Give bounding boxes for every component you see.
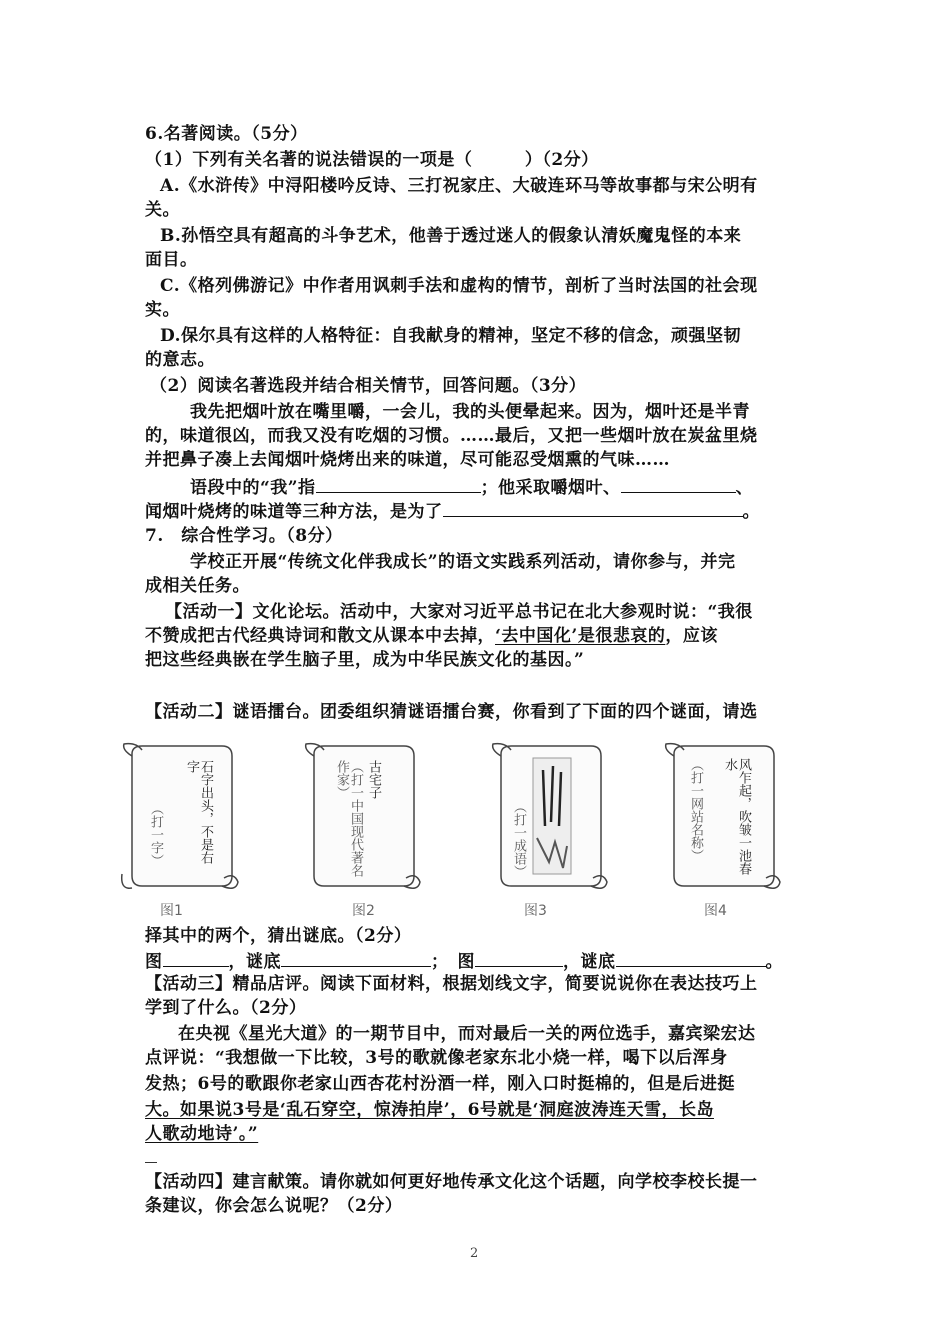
answer-blank-fig-b[interactable]: [475, 948, 563, 967]
answer-blank-purpose[interactable]: [443, 498, 743, 517]
riddle-scroll-4: [660, 742, 782, 892]
riddle-scroll-1: [118, 742, 240, 892]
q6-option-b-2: 面目。: [145, 250, 198, 270]
q6-option-d-1: D.保尔具有这样的人格特征：自我献身的精神，坚定不移的信念，顽强坚韧: [160, 326, 742, 346]
q7-activity1-1: 【活动一】文化论坛。活动中，大家对习近平总书记在北大参观时说：“我很: [165, 602, 753, 622]
q6-option-a-1: A.《水浒传》中浔阳楼吟反诗、三打祝家庄、大破连环马等故事都与宋公明有: [160, 176, 758, 196]
q7-activity3-1: 【活动三】精品店评。阅读下面材料，根据划线文字，简要说说你在表达技巧上: [145, 974, 758, 994]
q6-option-d-2: 的意志。: [145, 350, 215, 370]
riddle-4-hint: （打一网站名称）: [688, 758, 703, 862]
q7-activity3-5: 发热；6号的歌跟你老家山西杏花村汾酒一样，刚入口时挺棉的，但是后进挺: [145, 1074, 735, 1094]
q7-intro-2: 成相关任务。: [145, 576, 250, 596]
q7-activity3-7: 人歌动地诗’。”: [145, 1124, 259, 1144]
q7-intro-1: 学校正开展“传统文化伴我成长”的语文实践系列活动，请你参与，并完: [190, 552, 736, 572]
q7-activity1-2: 不赞成把古代经典诗词和散文从课本中去掉，‘去中国化’是很悲哀的，应该: [145, 626, 718, 646]
q7-activity3-4: 点评说：“我想做一下比较，3号的歌就像老家东北小烧一样，喝下以后浑身: [145, 1048, 728, 1068]
q6-passage-1: 我先把烟叶放在嘴里嚼，一会儿，我的头便晕起来。因为，烟叶还是半青: [190, 402, 750, 422]
q7-activity4-1: 【活动四】建言献策。请你就如何更好地传承文化这个话题，向学校李校长提一: [145, 1172, 758, 1192]
riddle-1-text: 石字出头，不是右字: [184, 760, 213, 864]
riddle-4-caption: 图4: [704, 903, 727, 919]
q7-activity3-3: 在央视《星光大道》的一期节目中，而对最后一关的两位选手，嘉宾梁宏达: [178, 1024, 756, 1044]
q6-sub2: （2）阅读名著选段并结合相关情节，回答问题。（3分）: [150, 376, 587, 396]
riddle-2-text: 古宅子: [366, 760, 381, 799]
q7-activity1-3: 把这些经典嵌在学生脑子里，成为中华民族文化的基因。”: [145, 650, 585, 670]
q6-answer-line-1: 语段中的“我”指 ；他采取嚼烟叶、 、: [190, 474, 860, 500]
riddle-4-text: 风乍起，吹皱一池春水: [722, 758, 751, 875]
riddle-scroll-3: [487, 742, 609, 892]
q6-option-c-2: 实。: [145, 300, 180, 320]
riddle-3-caption: 图3: [524, 903, 547, 919]
q6-passage-2: 的，味道很凶，而我又没有吃烟的习惯。……最后，又把一些烟叶放在炭盆里烧: [145, 426, 758, 446]
riddle-scroll-2: [300, 742, 422, 892]
q6-title: 6.名著阅读。（5分）: [145, 124, 308, 144]
answer-blank-who[interactable]: [316, 474, 481, 493]
q7-activity3-2: 学到了什么。（2分）: [145, 998, 307, 1018]
riddle-3-hint: （打一成语）: [511, 800, 526, 878]
answer-blank-method[interactable]: [621, 474, 736, 493]
q6-answer-line-2: 闻烟叶烧烤的味道等三种方法，是为了 。: [145, 498, 815, 524]
answer-blank-fig-a[interactable]: [163, 948, 229, 967]
q6-passage-3: 并把鼻子凑上去闻烟叶烧烤出来的味道，尽可能忍受烟熏的气味……: [145, 450, 670, 470]
riddle-2-hint: （打一中国现代著名作家）: [334, 760, 363, 877]
q6-option-a-2: 关。: [145, 200, 180, 220]
q6-sub1: （1）下列有关名著的说法错误的一项是（ ）（2分）: [145, 150, 599, 170]
q7-activity2-answer: 图 ，谜底 ； 图 ，谜底 。: [145, 948, 815, 974]
page-number: 2: [470, 1246, 479, 1261]
riddle-1-caption: 图1: [160, 903, 183, 919]
q6-option-c-1: C.《格列佛游记》中作者用讽刺手法和虚构的情节，剖析了当时法国的社会现: [160, 276, 758, 296]
answer-blank-riddle-a[interactable]: [281, 948, 431, 967]
q7-activity2-1: 【活动二】谜语擂台。团委组织猜谜语擂台赛，你看到了下面的四个谜面，请选: [145, 702, 758, 722]
q7-activity4-2: 条建议，你会怎么说呢？（2分）: [145, 1196, 403, 1216]
riddle-2-caption: 图2: [352, 903, 375, 919]
q7-activity3-6: 大。如果说3号是‘乱石穿空，惊涛拍岸’，6号就是‘洞庭波涛连天雪，长岛: [145, 1100, 714, 1120]
answer-blank-riddle-b[interactable]: [616, 948, 766, 967]
q6-option-b-1: B.孙悟空具有超高的斗争艺术，他善于透过迷人的假象认清妖魔鬼怪的本来: [160, 226, 742, 246]
riddle-1-hint: （打一字）: [148, 802, 163, 867]
q7-title: 7. 综合性学习。（8分）: [145, 526, 343, 546]
q7-activity2-2: 择其中的两个，猜出谜底。（2分）: [145, 926, 412, 946]
stray-mark: [145, 1162, 157, 1163]
